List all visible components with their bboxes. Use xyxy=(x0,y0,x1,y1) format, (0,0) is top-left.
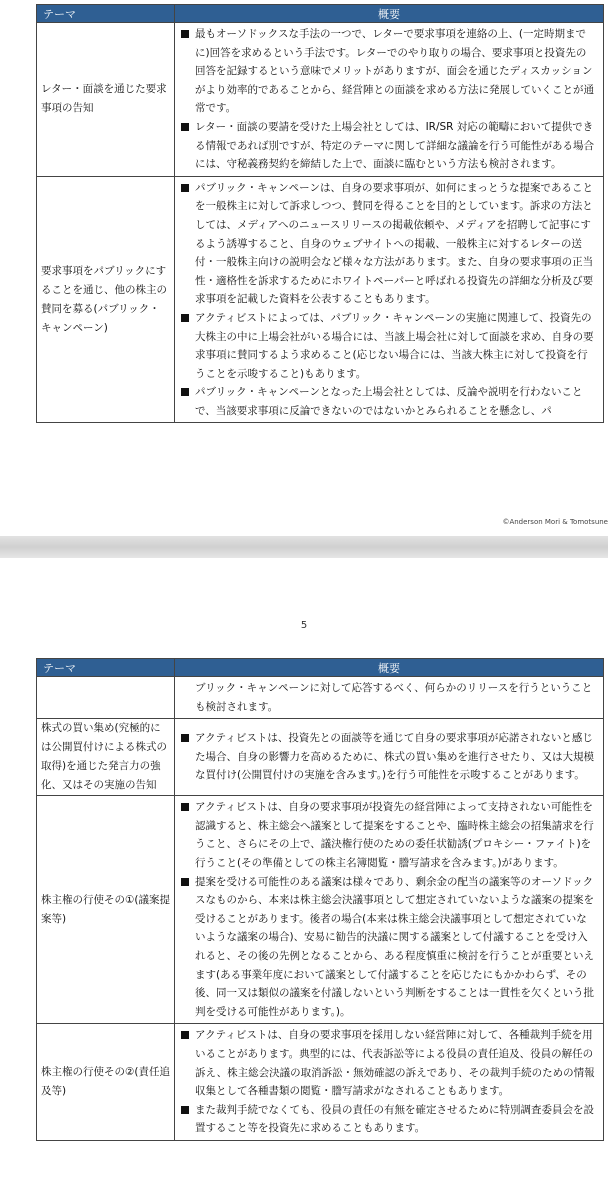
square-bullet-icon xyxy=(181,1031,189,1039)
table-row xyxy=(37,23,604,177)
bullet-text: 提案を受ける可能性のある議案は様々であり、剰余金の配当の議案等のオーソドックスなものから、本来は株主総会決議事項として想定されていないような議案の提案を受けることがあります。後者の場合(本来は株主総会決議事項として想定されていないような議案の場合)、安易に勧告的決議に関する議案として付議することを受け入れると、その後の先例となることから、ある程度慎重に検討を行うことが重要といえます(ある事業年度において議案として付議することを応じたにもかかわらず、その後、同一又は類似の議案を付議しないという判断をすることは一貫性を欠くという批判を受ける可能性があります。)。 xyxy=(195,875,594,1018)
topic-table-page1 xyxy=(36,4,604,423)
row-theme-empty xyxy=(37,677,175,719)
square-bullet-icon xyxy=(181,314,189,322)
table-row xyxy=(37,719,604,796)
copyright-notice: ©Anderson Mori & Tomotsune xyxy=(502,518,608,526)
page1-table-area xyxy=(0,0,608,455)
bullet-text: アクティビストによっては、パブリック・キャンペーンの実施に関連して、投資先の大株主の中に上場会社がいる場合には、当該上場会社に対して面談を求め、自身の要求事項に賛同するよう求めること(応じない場合には、当該大株主に対して投資を行うことを示唆すること)もあります。 xyxy=(195,311,594,380)
row-summary xyxy=(175,23,604,177)
square-bullet-icon xyxy=(181,184,189,192)
header-theme: テーマ xyxy=(37,659,175,677)
bullet-text: アクティビストは、投資先との面談等を通じて自身の要求事項が応諾されないと感じた場合、自身の影響力を高めるために、株式の買い集めを進行させたり、又は大規模な買付け(公開買付けの実施を含みます。)を行う可能性を示唆することがあります。 xyxy=(195,732,594,782)
document-page-1 xyxy=(0,0,608,536)
bullet-text: また裁判手続でなくても、役員の責任の有無を確定させるために特別調査委員会を設置すること等を投資先に求めることもあります。 xyxy=(195,1103,594,1135)
row-summary xyxy=(175,796,604,1024)
header-theme: テーマ xyxy=(37,5,175,23)
bullet-text: レター・面談の要請を受けた上場会社としては、IR/SR 対応の範疇において提供できる情報であれば別ですが、特定のテーマに関して詳細な議論を行う可能性がある場合には、守秘義務契約を締結した上で、面談に臨むという方法も検討されます。 xyxy=(195,120,594,171)
bullet-item xyxy=(179,179,595,309)
square-bullet-icon xyxy=(181,388,189,396)
topic-table-page2 xyxy=(36,658,604,1141)
row-theme: レター・面談を通じた要求事項の告知 xyxy=(37,23,175,177)
bullet-item xyxy=(179,798,595,872)
bullet-item xyxy=(179,1026,595,1100)
square-bullet-icon xyxy=(181,30,189,38)
row-summary xyxy=(175,176,604,423)
square-bullet-icon xyxy=(181,803,189,811)
square-bullet-icon xyxy=(181,1106,189,1114)
table-header xyxy=(37,5,604,23)
header-summary: 概要 xyxy=(175,659,604,677)
continued-text: ブリック・キャンペーンに対して応答するべく、何らかのリリースを行うということも検討されます。 xyxy=(195,682,593,713)
page-separator xyxy=(0,536,608,558)
table-header xyxy=(37,659,604,677)
bullet-item xyxy=(179,873,595,1022)
bullet-text: アクティビストは、自身の要求事項が投資先の経営陣によって支持されない可能性を認識すると、株主総会へ議案として提案をすることや、臨時株主総会の招集請求を行うこと、さらにその上で、議決権行使のための委任状勧誘(プロキシー・ファイト)を行うこと(その準備としての株主名簿閲覧・謄写請求を含みます。)があります。 xyxy=(195,801,594,869)
square-bullet-icon xyxy=(181,734,189,742)
bullet-text: 最もオーソドックスな手法の一つで、レターで要求事項を連絡の上、(一定時期までに)回答を求めるという手法です。レターでのやり取りの場合、要求事項と投資先の回答を記録するという意味でメリットがありますが、面会を通じたディスカッションがより効率的であることから、経営陣との面談を求める方法に発展していくことが通常です。 xyxy=(195,28,594,115)
bullet-item xyxy=(179,25,595,118)
row-theme: 株式の買い集め(究極的には公開買付けによる株式の取得)を通じた発言力の強化、又はその実施の告知 xyxy=(37,719,175,796)
table-row xyxy=(37,796,604,1024)
table-row xyxy=(37,1024,604,1141)
bullet-item xyxy=(179,729,595,785)
bullet-item xyxy=(179,383,595,420)
bullet-item xyxy=(179,309,595,383)
row-summary xyxy=(175,719,604,796)
row-summary-continuation xyxy=(175,677,604,719)
bullet-text: アクティビストは、自身の要求事項を採用しない経営陣に対して、各種裁判手続を用いることがあります。典型的には、代表訴訟等による役員の責任追及、役員の解任の訴え、株主総会決議の取消訴訟・無効確認の訴えであり、その裁判手続のための情報収集として各種書類の閲覧・謄写請求がなされることもあります。 xyxy=(195,1029,595,1098)
row-summary xyxy=(175,1024,604,1141)
square-bullet-icon xyxy=(181,123,189,131)
table-row xyxy=(37,677,604,719)
document-page-2 xyxy=(0,558,608,1200)
square-bullet-icon xyxy=(181,878,189,886)
row-theme: 株主権の行使その①(議案提案等) xyxy=(37,796,175,1024)
page-number: 5 xyxy=(300,620,308,631)
row-theme: 株主権の行使その②(責任追及等) xyxy=(37,1024,175,1141)
bullet-item xyxy=(179,1101,595,1138)
bullet-text: パブリック・キャンペーンは、自身の要求事項が、如何にまっとうな提案であることを一般株主に対して訴求しつつ、賛同を得ることを目的としています。訴求の方法としては、メディアへのニュースリリースの掲載依頼や、メディアを招聘して記事にするよう誘導すること、自身のウェブサイトへの掲載、一般株主に対するレターの送付・一般株主向けの説明会など様々な方法があります。また、自身の要求事項の正当性・適格性を訴求するためにホワイトペーパーと呼ばれる投資先の詳細な分析及び要求事項を記載した資料を公表することもあります。 xyxy=(195,181,594,306)
bullet-text: パブリック・キャンペーンとなった上場会社としては、反論や説明を行わないことで、当該要求事項に反論できないのではないかとみられることを懸念し、パ xyxy=(195,386,583,417)
bullet-item xyxy=(179,118,595,174)
table-row xyxy=(37,176,604,423)
row-theme: 要求事項をパブリックにすることを通じ、他の株主の賛同を募る(パブリック・キャンペーン) xyxy=(37,176,175,423)
header-summary: 概要 xyxy=(175,5,604,23)
